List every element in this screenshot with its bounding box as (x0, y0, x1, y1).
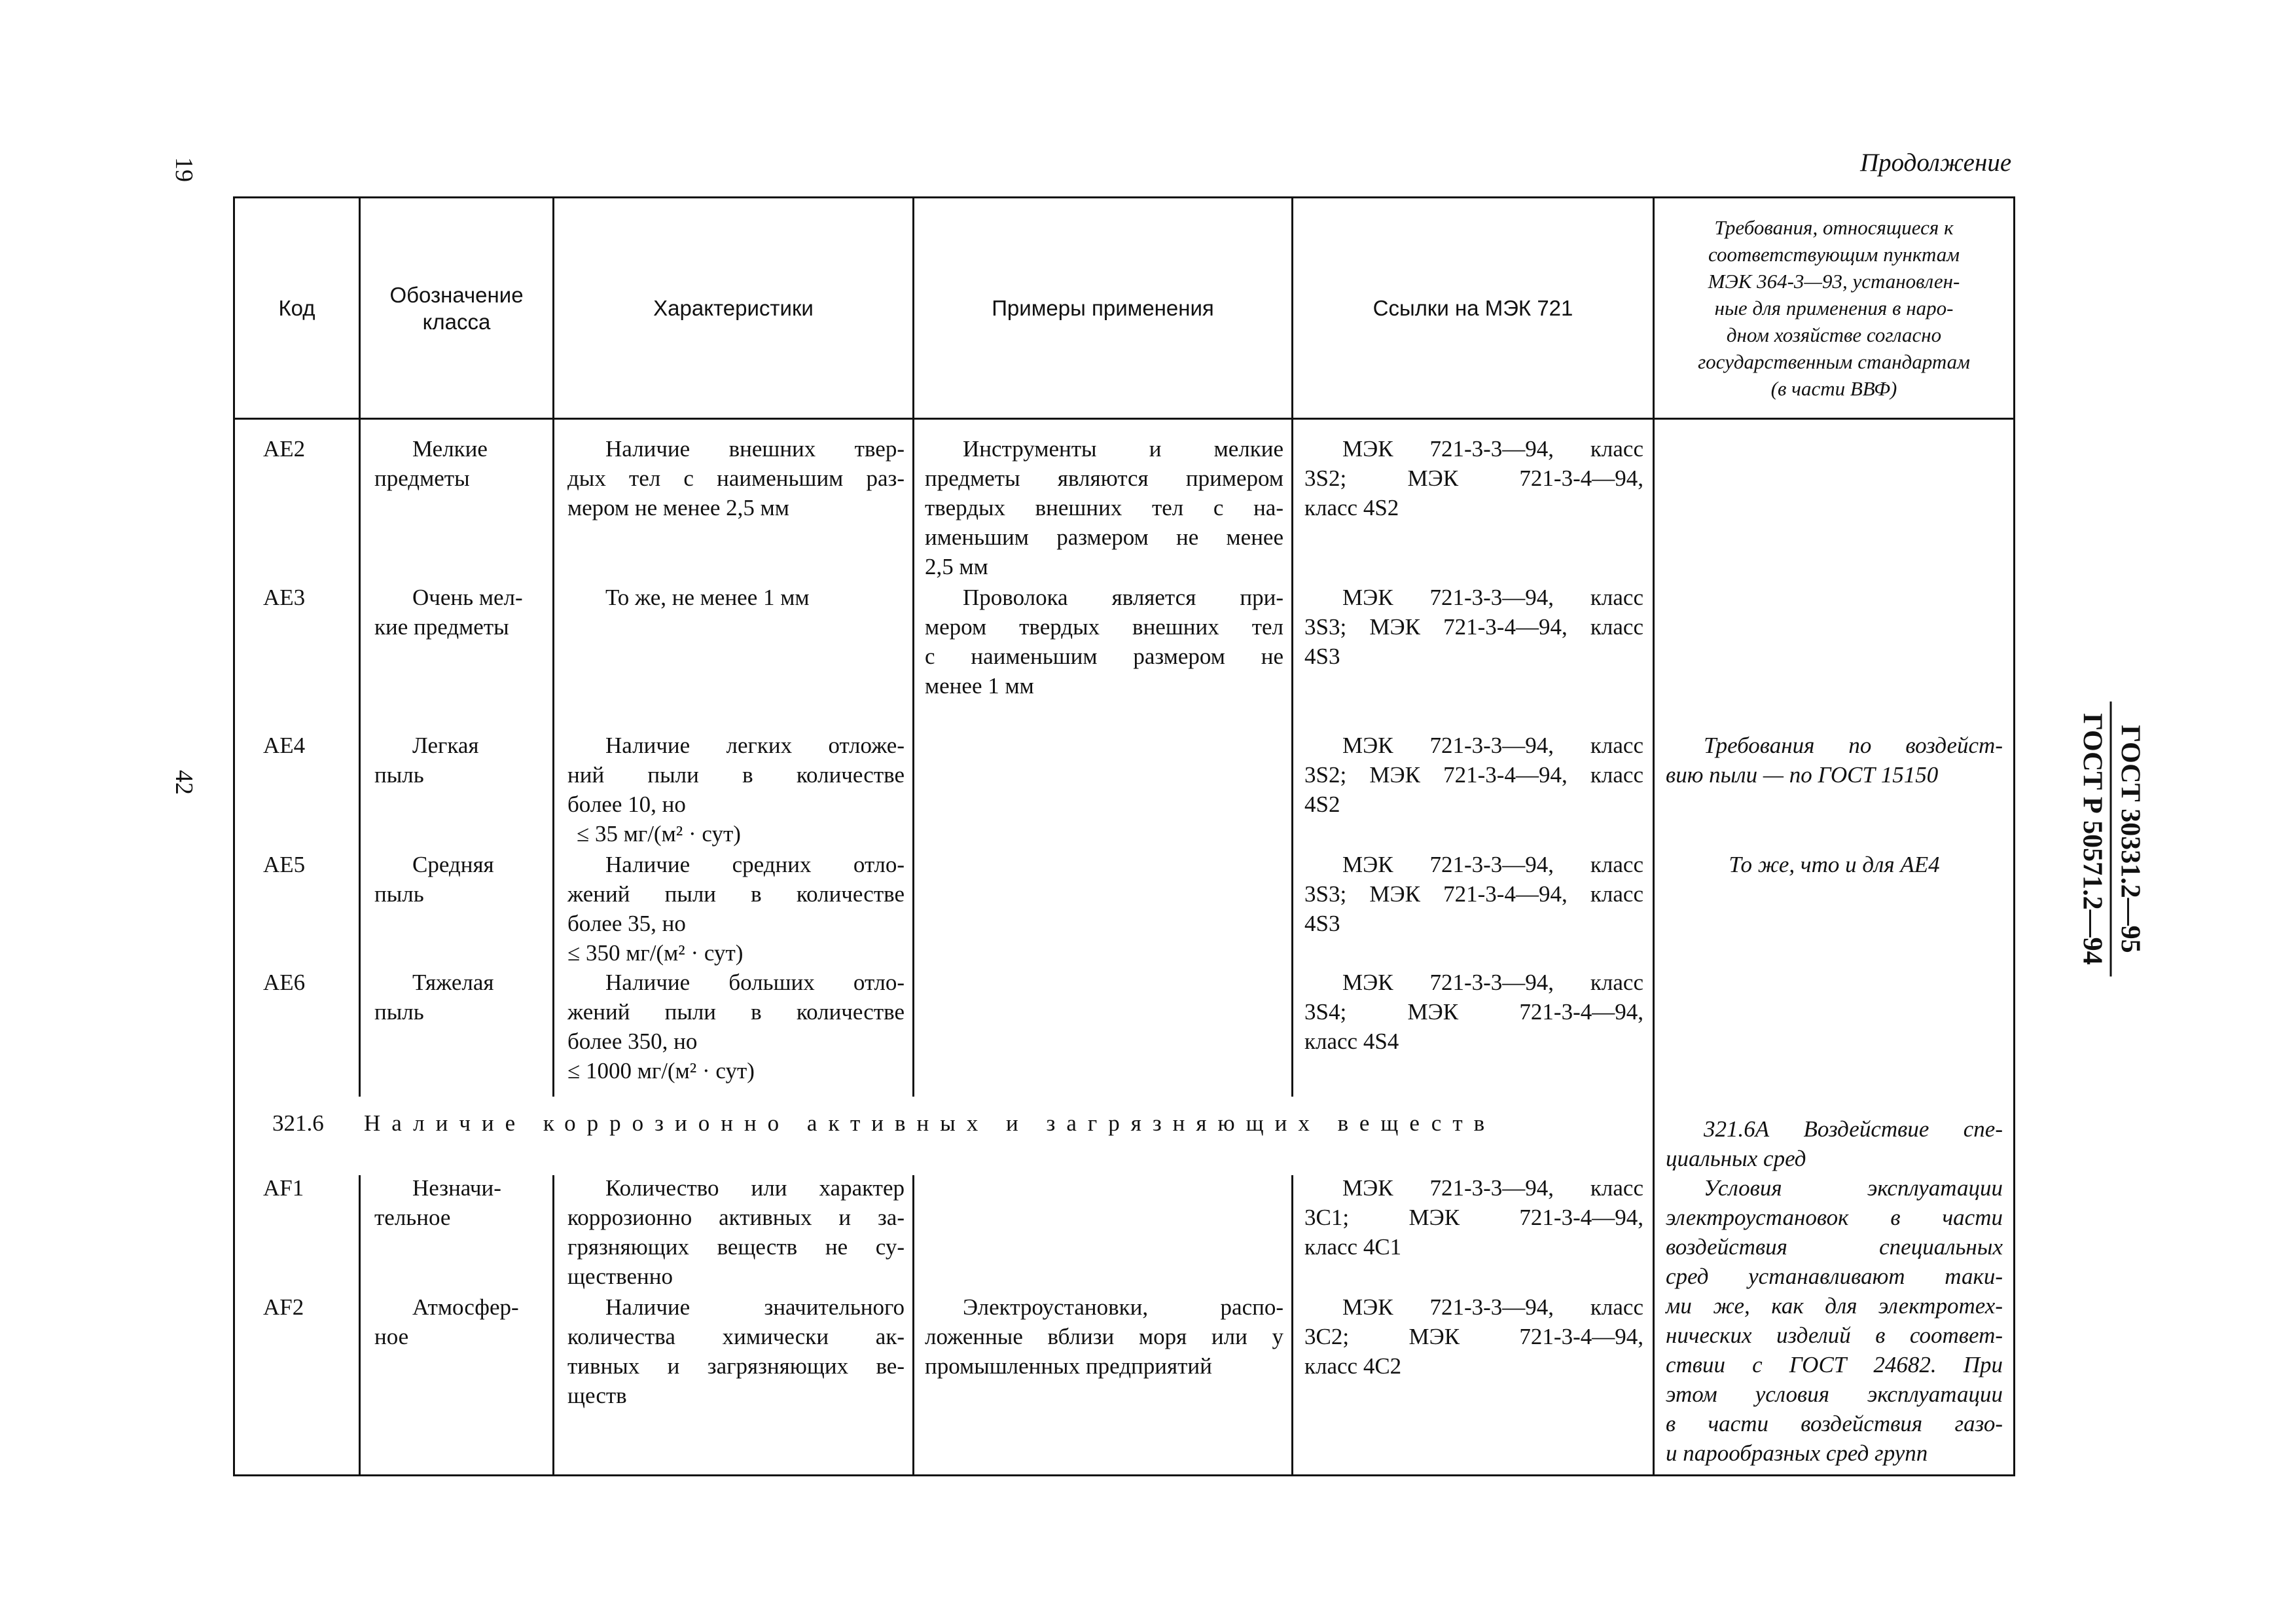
row-examples-line: мером твердых внешних тел (925, 614, 1283, 640)
row-code: AE3 (263, 585, 306, 610)
row-refs-line: 4S2 (1304, 792, 1340, 817)
row-class (374, 434, 546, 493)
row-code: AE4 (263, 733, 306, 758)
row-characteristics-line: коррозионно активных и за- (567, 1205, 905, 1230)
row-refs-line: 3S3; МЭК 721-3-4—94, класс (1304, 881, 1643, 907)
row-class-line: Легкая (412, 733, 479, 758)
row-examples-line: Электроустановки, распо- (963, 1294, 1283, 1320)
row-characteristics-line: Наличие больших отло- (605, 970, 905, 995)
row-class (374, 1173, 546, 1232)
section-title: Наличие коррозионно активных и загрязняющих веществ (364, 1110, 1496, 1136)
row-code: AF2 (263, 1294, 304, 1320)
row-characteristics (567, 1292, 905, 1410)
row-characteristics-line: более 10, но (567, 792, 686, 817)
row-refs-line: МЭК 721-3-3—94, класс (1342, 970, 1643, 995)
row-requirements (1666, 850, 2003, 879)
row-refs-line: 3S4; МЭК 721-3-4—94, (1304, 999, 1643, 1025)
row-refs (1304, 1292, 1643, 1381)
row-examples-line: промышленных предприятий (925, 1353, 1212, 1379)
section-requirements-line: сред устанавливают таки- (1666, 1264, 2003, 1289)
row-refs (1304, 583, 1643, 671)
section-requirements-line: нических изделий в соответ- (1666, 1322, 2003, 1348)
row-requirements-line: Требования по воздейст- (1704, 733, 2003, 758)
row-characteristics-line: Наличие средних отло- (605, 852, 905, 877)
row-characteristics (567, 1173, 905, 1291)
section-code: 321.6 (272, 1110, 324, 1136)
row-refs-line: 3C2; МЭК 721-3-4—94, (1304, 1324, 1643, 1349)
row-characteristics-line: ний пыли в количестве (567, 762, 905, 788)
row-class-line: Средняя (412, 852, 494, 877)
row-refs (1304, 434, 1643, 522)
header-requirements (1655, 198, 2013, 418)
row-refs-line: МЭК 721-3-3—94, класс (1342, 585, 1643, 610)
row-characteristics (567, 968, 905, 1085)
header-requirements-line: (в части ВВФ) (1770, 377, 1897, 400)
row-characteristics-line: тивных и загрязняющих ве- (567, 1353, 905, 1379)
row-characteristics-line: ≤ 1000 мг/(м² · сут) (567, 1058, 755, 1084)
row-class-line: тельное (374, 1205, 451, 1230)
row-class-line: предметы (374, 465, 470, 491)
table-bottom-border (233, 1474, 2015, 1476)
row-class-line: пыль (374, 762, 424, 788)
row-code: AE5 (263, 852, 306, 877)
row-characteristics-line: То же, не менее 1 мм (605, 585, 810, 610)
row-characteristics-line: более 35, но (567, 911, 686, 936)
page-number-middle: 42 (170, 770, 198, 795)
row-examples-line: Инструменты и мелкие (963, 436, 1283, 462)
row-examples (925, 1292, 1283, 1381)
col-divider-3b (912, 1175, 914, 1476)
row-refs-line: класс 4S4 (1304, 1029, 1399, 1054)
row-refs-line: класс 4C1 (1304, 1234, 1402, 1260)
row-refs-line: класс 4C2 (1304, 1353, 1402, 1379)
row-characteristics (567, 731, 905, 848)
section-requirements-line: и парообразных сред групп (1666, 1440, 1928, 1466)
row-characteristics-line: грязняющих веществ не су- (567, 1234, 905, 1260)
section-requirements-line: 321.6А Воздействие спе- (1704, 1116, 2003, 1142)
row-class-line: Незначи- (412, 1175, 501, 1201)
row-class-line: Атмосфер- (412, 1294, 519, 1320)
row-characteristics-line: жений пыли в количестве (567, 999, 905, 1025)
row-characteristics-line: ществ (567, 1383, 627, 1408)
row-refs-line: класс 4S2 (1304, 495, 1399, 520)
row-code: AE6 (263, 970, 306, 995)
row-requirements (1666, 731, 2003, 790)
row-class-line: кие предметы (374, 614, 509, 640)
row-examples-line: Проволока является при- (963, 585, 1283, 610)
row-examples-line: менее 1 мм (925, 673, 1034, 699)
row-code: AE2 (263, 436, 306, 462)
row-characteristics-line: Наличие внешних твер- (605, 436, 905, 462)
row-examples-line: твердых внешних тел с на- (925, 495, 1283, 520)
row-characteristics-line: более 350, но (567, 1029, 698, 1054)
section-requirements-line: воздействия специальных (1666, 1234, 2003, 1260)
header-code: Код (278, 296, 315, 320)
row-refs-line: 3S2; МЭК 721-3-4—94, (1304, 465, 1643, 491)
continuation-label: Продолжение (1860, 149, 2012, 177)
row-examples-line: предметы являются примером (925, 465, 1283, 491)
section-requirements (1666, 1114, 2003, 1468)
row-refs-line: 3S2; МЭК 721-3-4—94, класс (1304, 762, 1643, 788)
section-requirements-line: Условия эксплуатации (1704, 1175, 2003, 1201)
row-characteristics (567, 583, 905, 612)
header-requirements-line: государственным стандартам (1698, 350, 1970, 373)
header-refs: Ссылки на МЭК 721 (1372, 296, 1573, 320)
table-right-border (2013, 196, 2015, 1476)
row-characteristics-line: Количество или характер (605, 1175, 905, 1201)
row-refs-line: МЭК 721-3-3—94, класс (1342, 852, 1643, 877)
row-class (374, 1292, 546, 1351)
row-characteristics-line: количества химически ак- (567, 1324, 905, 1349)
header-requirements-line: соответствующим пунктам (1708, 243, 1960, 266)
row-characteristics-line: щественно (567, 1264, 673, 1289)
row-characteristics-line: ≤ 350 мг/(м² · сут) (567, 940, 744, 966)
row-class-line: Тяжелая (412, 970, 494, 995)
header-class-line: класса (422, 309, 491, 334)
header-class (361, 198, 552, 418)
row-class-line: Мелкие (412, 436, 488, 462)
col-divider-2b (552, 1175, 554, 1476)
row-examples (925, 434, 1283, 581)
row-class-line: пыль (374, 881, 424, 907)
row-refs (1304, 1173, 1643, 1262)
row-refs (1304, 850, 1643, 938)
row-examples-line: именьшим размером не менее (925, 524, 1283, 550)
row-characteristics (567, 434, 905, 522)
row-characteristics-line: жений пыли в количестве (567, 881, 905, 907)
row-characteristics-line: мером не менее 2,5 мм (567, 495, 789, 520)
row-characteristics-line: ≤ 35 мг/(м² · сут) (577, 821, 741, 847)
row-code: AF1 (263, 1175, 304, 1201)
page-number-top: 19 (170, 157, 198, 182)
row-refs-line: МЭК 721-3-3—94, класс (1342, 733, 1643, 758)
row-examples-line: с наименьшим размером не (925, 644, 1283, 669)
header-requirements-line: Требования, относящиеся к (1714, 216, 1954, 239)
header-characteristics: Характеристики (653, 296, 814, 320)
row-refs-line: МЭК 721-3-3—94, класс (1342, 436, 1643, 462)
row-refs-line: 4S3 (1304, 911, 1340, 936)
row-characteristics (567, 850, 905, 968)
row-refs-line: 4S3 (1304, 644, 1340, 669)
row-refs (1304, 968, 1643, 1056)
row-refs-line: МЭК 721-3-3—94, класс (1342, 1294, 1643, 1320)
row-examples (925, 583, 1283, 701)
col-divider-1b (359, 1175, 361, 1476)
row-class (374, 850, 546, 909)
section-requirements-line: циальных сред (1666, 1146, 1806, 1171)
row-refs-line: МЭК 721-3-3—94, класс (1342, 1175, 1643, 1201)
row-characteristics-line: дых тел с наименьшим раз- (567, 465, 905, 491)
row-requirements-line: вию пыли — по ГОСТ 15150 (1666, 762, 1939, 788)
row-characteristics-line: Наличие значительного (605, 1294, 905, 1320)
row-characteristics-line: Наличие легких отложе- (605, 733, 905, 758)
section-requirements-line: электроустановок в части (1666, 1205, 2003, 1230)
header-requirements-line: ные для применения в наро- (1714, 297, 1954, 319)
standard-designation-line-2: ГОСТ Р 50571.2—94 (2077, 713, 2108, 965)
row-class-line: пыль (374, 999, 424, 1025)
row-class (374, 731, 546, 790)
header-class-line: Обозначение (389, 282, 524, 307)
section-requirements-line: ми же, как для электротех- (1666, 1293, 2003, 1319)
row-examples-line: 2,5 мм (925, 554, 988, 579)
standard-designation-line-1: ГОСТ 30331.2—95 (2110, 702, 2148, 977)
header-examples: Примеры применения (992, 296, 1214, 320)
row-class-line: ное (374, 1324, 409, 1349)
row-refs-line: 3S3; МЭК 721-3-4—94, класс (1304, 614, 1643, 640)
header-requirements-line: МЭК 364-3—93, установлен- (1708, 270, 1960, 293)
col-divider-4b (1291, 1175, 1293, 1476)
row-refs (1304, 731, 1643, 819)
row-examples-line: ложенные вблизи моря или у (925, 1324, 1283, 1349)
row-class (374, 583, 546, 642)
standard-designation (2074, 702, 2148, 977)
header-requirements-line: дном хозяйстве согласно (1726, 323, 1942, 346)
row-class (374, 968, 546, 1027)
row-refs-line: 3C1; МЭК 721-3-4—94, (1304, 1205, 1643, 1230)
section-requirements-line: в части воздействия газо- (1666, 1411, 2003, 1436)
section-requirements-line: ствии с ГОСТ 24682. При (1666, 1352, 2003, 1377)
row-class-line: Очень мел- (412, 585, 523, 610)
header-bottom-border (233, 418, 2015, 420)
row-requirements-line: То же, что и для АЕ4 (1729, 852, 1940, 877)
section-requirements-line: этом условия эксплуатации (1666, 1381, 2003, 1407)
